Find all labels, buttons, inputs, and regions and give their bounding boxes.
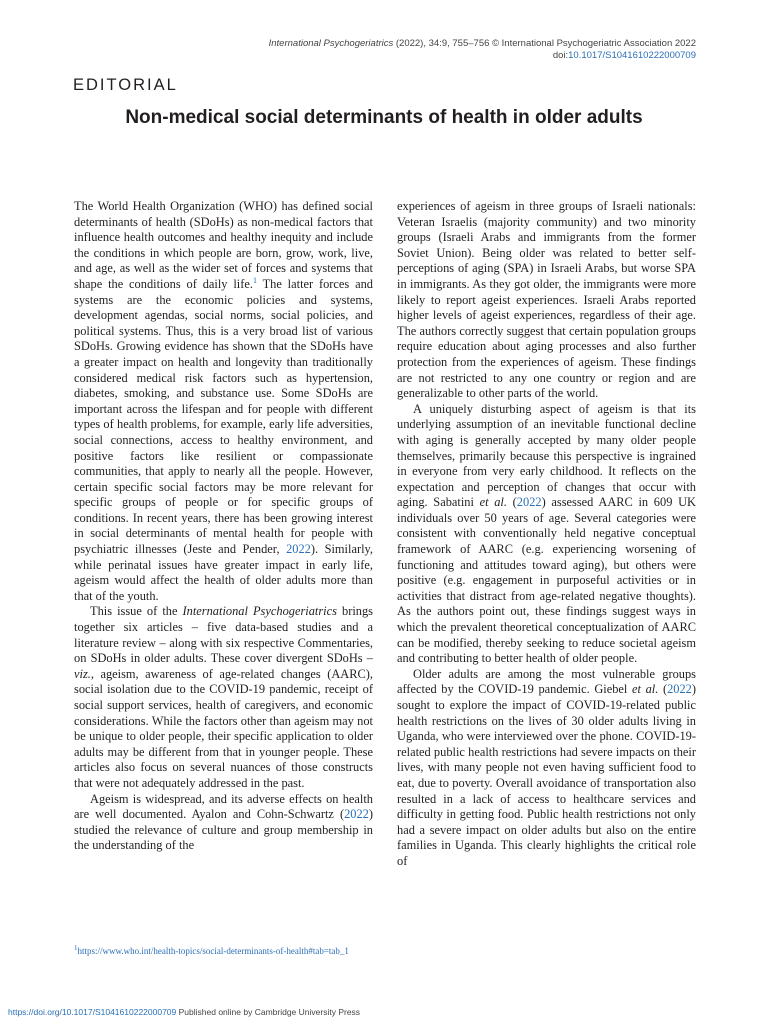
article-body [74, 199, 696, 870]
text-run: Older adults are among the most vulnerable groups affected by the COVID-19 pandemic. Giebel [397, 666, 696, 697]
text-run: The World Health Organization (WHO) has defined social determinants of health (SDoHs) as non-medical factors that influence health outcomes and healthy inequity and include the conditions in which people are born, grow, work, live, and age, as well as the wider set of forces and systems that shape the conditions of daily life. [74, 199, 373, 291]
citation-details: (2022), 34:9, 755–756 © International Psychogeriatric Association 2022 [393, 38, 696, 49]
reference-link[interactable]: 2022 [286, 542, 311, 557]
journal-name-italic: International Psychogeriatrics [182, 604, 337, 619]
paragraph [74, 199, 373, 604]
reference-link[interactable]: 2022 [667, 682, 692, 697]
footnote-marker[interactable]: 1 [252, 275, 257, 285]
footnote [74, 946, 394, 956]
text-run: brings together six articles – five data-based studies and a literature review – along with six respective Commentaries, on SDoHs in older adults. These cover divergent SDoHs – [74, 604, 373, 666]
left-column [74, 199, 373, 870]
text-run: ). Similarly, while perinatal issues have greater impact in early life, ageism would affect the health of older adults more than that of the youth. [74, 542, 373, 603]
paragraph [74, 604, 373, 791]
text-run: , ageism, awareness of age-related changes (AARC), social isolation due to the COVID-19 pandemic, receipt of social support services, health of caregivers, and economic considerations. While the factors other than ageism may not be unique to older people, their specific application to older adults may be different from that in younger people. These articles also focus on several nuances of those constructs that were not adequately addressed in the past. [74, 666, 373, 790]
paragraph [74, 792, 373, 854]
text-run: ) sought to explore the impact of COVID-19-related public health restrictions on the lives of 30 older adults living in Uganda, who were interviewed over the phone. COVID-19-related public health restrictions had severe impacts on their lives, with many people not even having sufficient food to eat, due to poverty. Overall avoidance of transportation also resulted in a lack of access to healthcare services and difficulty in getting food. Public health restrictions not only had a severe impact on older adults but also on the entire families in Uganda. This clearly highlights the critical role of [397, 682, 696, 868]
article-header-meta [269, 38, 696, 62]
text-run: The latter forces and systems are the economic policies and systems, development agendas, social norms, social policies, and political systems. Thus, this is a very broad list of various SDoHs. Growing evidence has shown that the SDoHs have a greater impact on health and longevity than traditionally considered medical risk factors such as hypertension, diabetes, smoking, and substance use. Some SDoHs are important across the lifespan and for people with different types of health problems, for example, early life adversities, social connections, access to healthy environment, and positive factors like resilient or compassionate communities, that apply to nearly all the people. However, certain specific social factors may be more relevant for specific groups of people or for specific groups of conditions. In recent years, there has been growing interest in social determinants of mental health for people with psychiatric illnesses (Jeste and Pender, [74, 276, 373, 557]
text-run: ( [658, 682, 668, 697]
footnote-link[interactable]: https://www.who.int/health-topics/social-determinants-of-health#tab=tab_1 [77, 946, 349, 956]
et-al-italic: et al. [632, 682, 659, 697]
footnote-number: 1 [74, 944, 78, 952]
text-run: This issue of the [90, 604, 183, 619]
paragraph: experiences of ageism in three groups of Israeli nationals: Veteran Israelis (majority community) and two minority groups (Israeli Arabs and immigrants from the former Soviet Union). Being older was related to better self-perceptions of aging (SPA) in Israeli Arabs, but worse SPA in immigrants. As they got older, the immigrants were more likely to report ageist experiences. Israeli Arabs reported higher levels of ageist experiences, regardless of their age. The authors correctly suggest that certain population groups require education about aging processes and also further protection from the experiences of ageism. These findings are not restricted to any one country or region and are generalizable to other parts of the world. [397, 199, 696, 401]
doi-line [269, 50, 696, 62]
doi-prefix: doi: [552, 50, 569, 61]
paragraph [397, 402, 696, 667]
text-run: ( [506, 495, 517, 510]
viz-italic: viz. [74, 666, 91, 681]
text-run: ) studied the relevance of culture and group membership in the understanding of the [74, 807, 373, 853]
paragraph [397, 667, 696, 870]
right-column [397, 199, 696, 870]
journal-name: International Psychogeriatrics [268, 38, 394, 49]
reference-link[interactable]: 2022 [516, 495, 542, 510]
citation-line [269, 38, 696, 50]
section-label: EDITORIAL [73, 76, 178, 94]
footer-published: Published online by Cambridge University Press [176, 1007, 361, 1017]
reference-link[interactable]: 2022 [344, 807, 369, 822]
doi-link[interactable]: 10.1017/S1041610222000709 [568, 50, 696, 61]
page-footer [8, 1007, 360, 1017]
article-title: Non-medical social determinants of health in older adults [125, 107, 643, 128]
et-al-italic: et al. [479, 495, 507, 510]
footer-doi-link[interactable]: https://doi.org/10.1017/S1041610222000709 [8, 1007, 177, 1017]
text-run: A uniquely disturbing aspect of ageism is that its underlying assumption of an inevitable functional decline with aging is generally accepted by many older people themselves, primarily because this perspective is ingrained in everyone from very early childhood. It reflects on the expectation and perception of changes that occur with aging. Sabatini [397, 401, 696, 510]
text-run: Ageism is widespread, and its adverse effects on health are well documented. Ayalon and Cohn-Schwartz ( [74, 791, 373, 822]
text-run: ) assessed AARC in 609 UK individuals over 50 years of age. Several categories were consistent with conventionally held negative conceptual framework of AARC (e.g. experiencing worsening of functioning and attitudes toward aging), but others were positive (e.g. engagement in purposeful activities or in activities that distract from age-related negative thoughts). As the authors point out, these findings suggest ways in which the prevalent theoretical conceptualization of AARC can be modified, thereby seeking to reduce societal ageism and contributing to better health of older people. [397, 495, 696, 666]
